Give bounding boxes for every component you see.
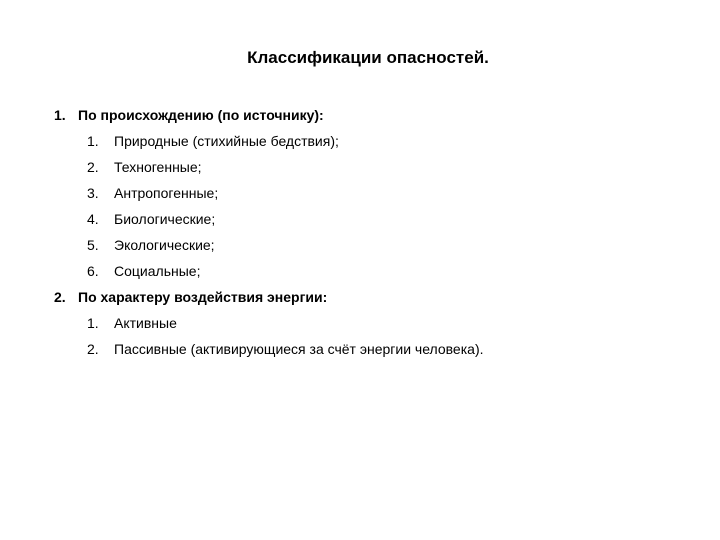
item-text: Антропогенные; — [114, 185, 219, 201]
item-number: 2. — [87, 341, 99, 357]
section-energy — [54, 284, 694, 310]
list-item — [54, 336, 694, 362]
item-text: Активные — [114, 315, 177, 331]
item-number: 4. — [87, 211, 99, 227]
item-text: Пассивные (активирующиеся за счёт энергии человека). — [114, 341, 484, 357]
item-number: 2. — [87, 159, 99, 175]
section-number: 2. — [54, 289, 66, 305]
item-number: 1. — [87, 133, 99, 149]
list-item — [54, 232, 694, 258]
item-text: Техногенные; — [114, 159, 202, 175]
item-text: Социальные; — [114, 263, 201, 279]
item-number: 3. — [87, 185, 99, 201]
item-number: 5. — [87, 237, 99, 253]
section-heading: По характеру воздействия энергии: — [78, 289, 328, 305]
list-item — [54, 154, 694, 180]
slide-title: Классификации опасностей. — [247, 48, 489, 67]
list-item — [54, 180, 694, 206]
list-item — [54, 258, 694, 284]
item-text: Биологические; — [114, 211, 216, 227]
list-item — [54, 310, 694, 336]
section-origin — [54, 102, 694, 128]
classification-outline — [54, 102, 694, 362]
item-text: Природные (стихийные бедствия); — [114, 133, 339, 149]
list-item — [54, 128, 694, 154]
item-number: 6. — [87, 263, 99, 279]
list-item — [54, 206, 694, 232]
section-heading: По происхождению (по источнику): — [78, 107, 324, 123]
item-number: 1. — [87, 315, 99, 331]
section-number: 1. — [54, 107, 66, 123]
item-text: Экологические; — [114, 237, 215, 253]
